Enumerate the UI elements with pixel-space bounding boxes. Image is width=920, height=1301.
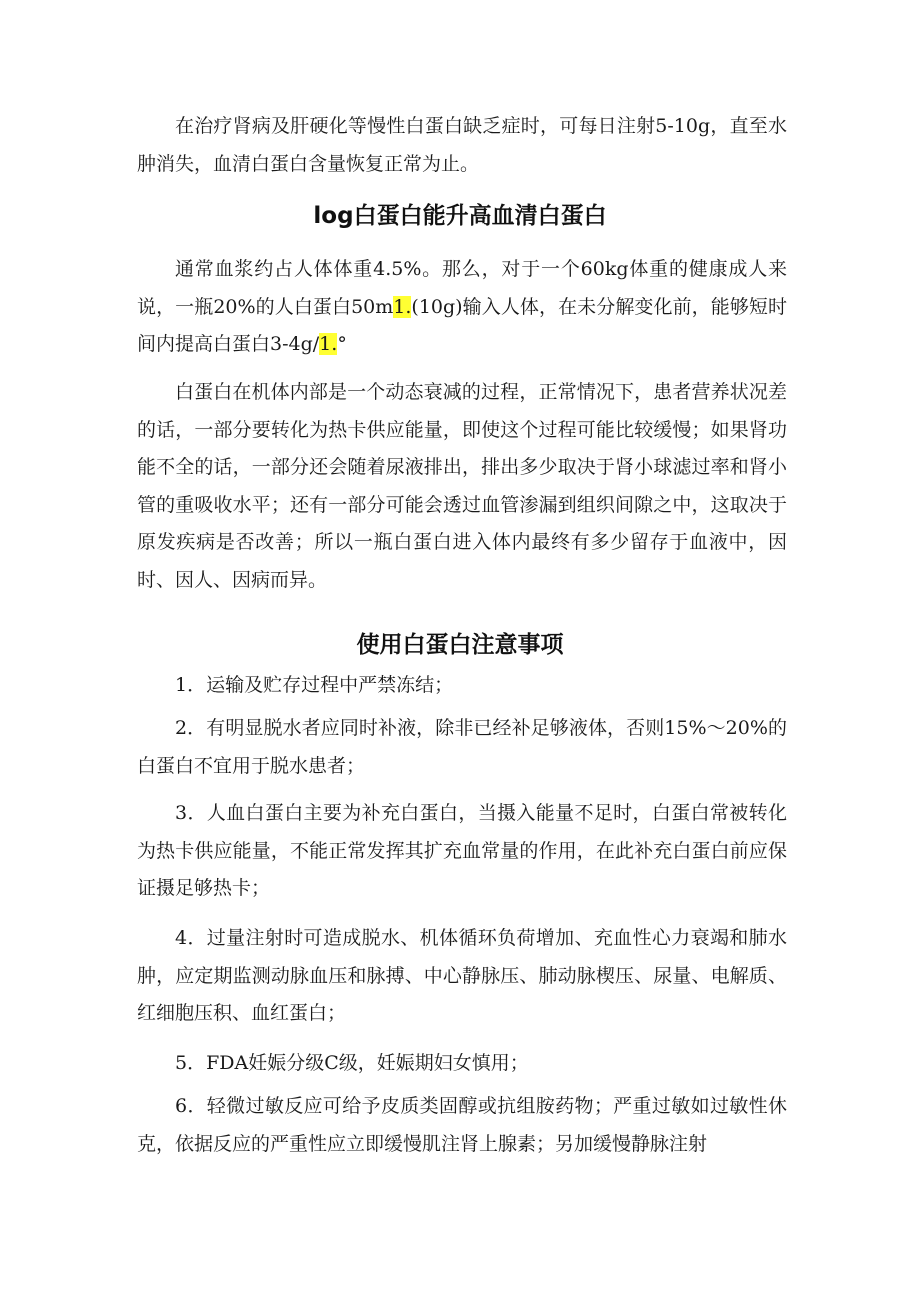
section-title-precautions: 使用白蛋白注意事项 bbox=[356, 632, 564, 658]
precaution-item-4: 4．过量注射时可造成脱水、机体循环负荷增加、充血性心力衰竭和肺水肿，应定期监测动脉血压和脉搏、中心静脉压、肺动脉楔压、尿量、电解质、红细胞压积、血红蛋白； bbox=[137, 927, 787, 1024]
section1-paragraph-2: 白蛋白在机体内部是一个动态衰减的过程，正常情况下，患者营养状况差的话，一部分要转化为热卡供应能量，即使这个过程可能比较缓慢；如果肾功能不全的话，一部分还会随着尿液排出，排出多少取决于肾小球滤过率和肾小管的重吸收水平；还有一部分可能会透过血管渗漏到组织间隙之中，这取决于原发疾病是否改善；所以一瓶白蛋白进入体内最终有多少留存于血液中，因时、因人、因病而异。 bbox=[137, 381, 787, 591]
intro-paragraph: 在治疗肾病及肝硬化等慢性白蛋白缺乏症时，可每日注射5-10g，直至水肿消失，血清白蛋白含量恢复正常为止。 bbox=[137, 115, 787, 175]
section1-p1-text-a: 通常血浆约占人体体重4.5%。那么，对于一个60kg体重的健康成人来说，一瓶20%的人白蛋白50m bbox=[137, 258, 787, 318]
precaution-item-3: 3．人血白蛋白主要为补充白蛋白，当摄入能量不足时，白蛋白常被转化为热卡供应能量，不能正常发挥其扩充血常量的作用，在此补充白蛋白前应保证摄足够热卡； bbox=[137, 802, 787, 899]
precaution-item-2: 2．有明显脱水者应同时补液，除非已经补足够液体，否则15%～20%的白蛋白不宜用于脱水患者； bbox=[137, 717, 787, 777]
section1-paragraph-1 bbox=[137, 251, 787, 364]
precaution-item-1: 1．运输及贮存过程中严禁冻结； bbox=[175, 674, 454, 696]
precaution-item-5: 5．FDA妊娠分级C级，妊娠期妇女慎用； bbox=[175, 1052, 529, 1074]
section1-p1-text-c: ° bbox=[337, 333, 347, 355]
highlighted-text-2: 1. bbox=[319, 333, 338, 355]
section-title-albumin-raises-serum: log白蛋白能升高血清白蛋白 bbox=[313, 203, 607, 229]
section1-p1-text-b: (10g)输入人体，在未分解变化前，能够短时间内提高白蛋白3-4g/ bbox=[137, 295, 787, 355]
precaution-item-6: 6．轻微过敏反应可给予皮质类固醇或抗组胺药物；严重过敏如过敏性休克，依据反应的严重性应立即缓慢肌注肾上腺素；另加缓慢静脉注射 bbox=[137, 1095, 787, 1155]
highlighted-text-1: 1. bbox=[393, 295, 412, 318]
